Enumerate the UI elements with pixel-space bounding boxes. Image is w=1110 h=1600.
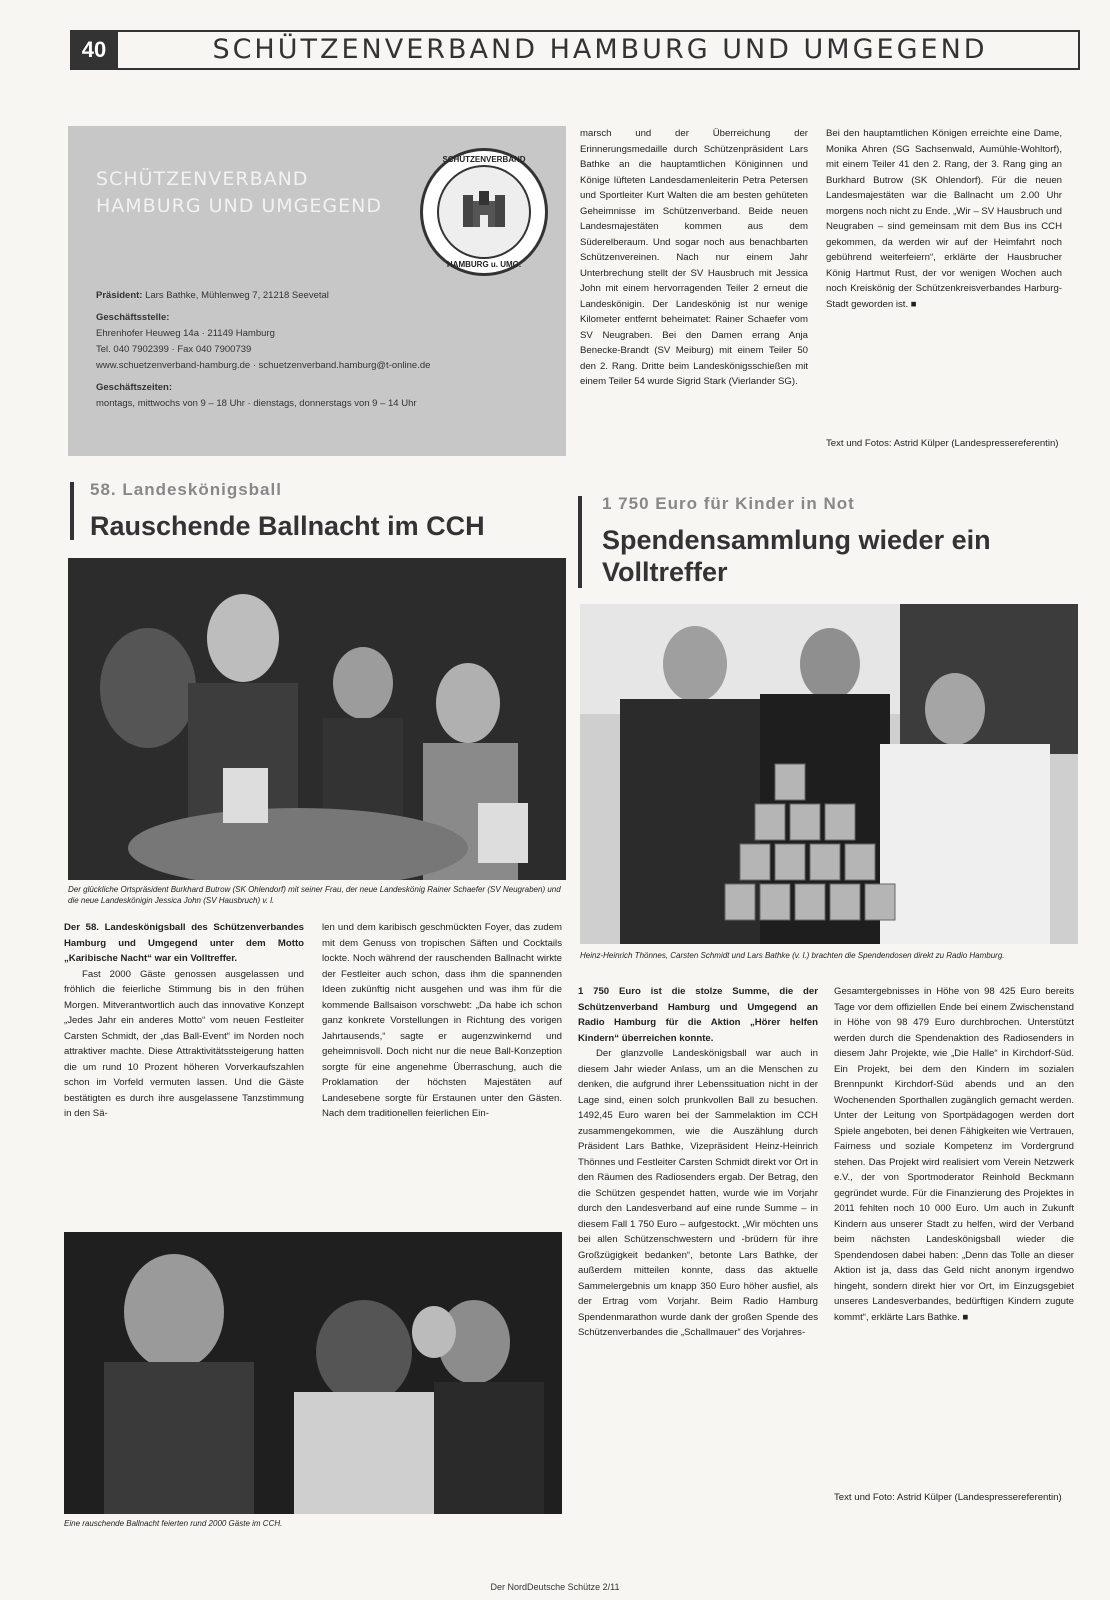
article2-credit: Text und Foto: Astrid Külper (Landespressereferentin) xyxy=(834,1492,1062,1503)
article2-col2: Gesamtergebnisses in Höhe von 98 425 Euro bereits Tage vor dem offiziellen Ende bei einem Zwischenstand in Höhe von 98 479 Euro durchbrochen. Unterstützt werden durch die Spendenaktion des Radiosenders in diesem Jahr Projekte, wie „Die Halle“ in Kirchdorf-Süd. Ein Projekt, bei dem den Kindern im sozialen Brennpunkt Kirchdorf-Süd abends und an den Wochenenden Sporthallen zugänglich gemacht werden. Unter der Leitung von Sportpädagogen werden dort Spiele angeboten, bei denen Fähigkeiten wie Vertrauen, Fairness und soziale Kompetenz im Vordergrund stehen. Das Projekt wird realisiert vom Verein Netzwerk e.V., der von Sportmoderator Reinhold Beckmann gegründet wurde. Für die Finanzierung des Projektes in 2011 fehlten noch 10 000 Euro. Um auch in Zukunft Kindern aus unserer Stadt zu helfen, wird der Verband beim nächsten Landeskönigsball wieder die Spendendosen dabei haben: „Denn das Tolle an dieser Aktion ist ja, dass das Geld nicht anonym irgendwo hingeht, sondern direkt hier vor Ort, im Einzugsgebiet unseres Landesverbandes, bedürftigen Kindern zugute kommt“, erklärte Lars Bathke. ■ xyxy=(834,986,1074,1323)
page-footer: Der NordDeutsche Schütze 2/11 xyxy=(490,1582,620,1592)
ballroom-photo-caption: Eine rauschende Ballnacht feierten rund 2000 Gäste im CCH. xyxy=(64,1519,283,1528)
seal-bottom-text: HAMBURG u. UMG. xyxy=(446,260,522,269)
article1-lead: Der 58. Landeskönigsball des Schützenverbandes Hamburg und Umgegend unter dem Motto „Karibische Nacht“ war ein Volltreffer. xyxy=(64,922,304,964)
article2-body1: Der glanzvolle Landeskönigsball war auch in diesem Jahr wieder Anlass, um an die Menschen zu denken, die aufgrund ihrer Lebenssituation nicht in der Lage sind, einen solch prunkvollen Ball zu besuchen. 1492,45 Euro waren bei der Sammelaktion im CCH zusammengekommen, wie die Auszählung durch Präsident Lars Bathke, Vizepräsident Heinz-Heinrich Thönnes und Festleiter Carsten Schmidt direkt vor Ort in den Räumen des Radiosenders ergab. Der Betrag, den die Schützen gespendet hatten, wurde wie im Vorjahr durch den Landesverband auf eine runde Summe – in diesem Fall 1 750 Euro – aufgestockt. „Wir möchten uns bei allen Schützenschwestern und -brüdern für ihre Großzügigkeit bedanken“, betonte Lars Bathke, der außerdem mitteilen konnte, dass das aktuelle Sammelergebnis um knapp 350 Euro höher ausfiel, als der Ertrag vom Vorjahr. Beim Radio Hamburg Spendenmarathon wurde dank der großen Spende des Schützenverbandes die „Schallmauer“ des Vorjahres- xyxy=(578,1048,818,1338)
donation-photo xyxy=(580,604,1078,944)
office-address: Ehrenhofer Heuweg 14a · 21149 Hamburg xyxy=(96,328,275,339)
section-bar xyxy=(578,496,582,588)
article1-col2: len und dem karibisch geschmückten Foyer, das zudem mit dem Genuss von tropischen Säften und Cocktails lockte. Noch während der rauschenden Ballnacht wirkte der Festleiter auch schon, dass ihm die spannenden Ideen zukünftig nicht ausgehen und was ihm für die kommende Ballsaison vorschwebt: „Da habe ich schon ganz konkrete Vorstellungen in Richtung des vorigen Jahrtausends,“ sagte er augenzwinkernd und geheimnisvoll. Doch nicht nur die neue Ball-Konzeption sorgte für eine angenehme Überraschung, auch die Proklamation der höchsten Majestäten auf Landesebene sorgte für Erstaunen unter den Gästen. Nach dem traditionellen feierlichen Ein- xyxy=(322,922,562,1119)
seal-emblem xyxy=(437,165,531,259)
ball-photo-illustration xyxy=(68,558,566,880)
association-contact xyxy=(96,288,546,412)
ball-photo-caption: Der glückliche Ortspräsident Burkhard Butrow (SK Ohlendorf) mit seiner Frau, der neue Landeskönig Rainer Schaefer (SV Neugraben) und die neue Landeskönigin Jessica John (SV Hausbruch) v. l. xyxy=(68,885,561,905)
association-name: SCHÜTZENVERBAND HAMBURG UND UMGEGEND xyxy=(96,168,382,217)
office-phone: Tel. 040 7902399 · Fax 040 7900739 xyxy=(96,344,252,355)
page-title: SCHÜTZENVERBAND HAMBURG UND UMGEGEND xyxy=(212,34,988,65)
castle-icon xyxy=(459,189,509,229)
article-continuation-col2: Bei den hauptamtlichen Königen erreichte eine Dame, Monika Ahren (SG Sachsenwald, Aumühle-Wohltorf), mit einem Teiler 41 den 2. Rang, der 3. Rang ging an Burkhard Butrow (SK Ohlendorf). Für die neuen Landesmajestäten war die Ballnacht um 2.00 Uhr morgens noch nicht zu Ende. „Wir – SV Hausbruch und Neugraben – sind gemeinsam mit dem Bus ins CCH gekommen, da werden wir auf der Heimfahrt noch gebührend weiterfeiern“, erklärte der Hausbrucher König Hartmut Rust, der vor wenigen Wochen auch noch Kreiskönig der Schützenkreisverbandes Harburg-Stadt geworden ist. ■ xyxy=(826,128,1062,310)
article-continuation-col1: marsch und der Überreichung der Erinnerungsmedaille durch Schützenpräsident Lars Bathke an die hauptamtlichen Königinnen und Könige lüfteten Landesdamenleiterin Petra Petersen und Sportleiter Kurt Walten die am besten gehüteten Geheimnisse im Schützenverband. Beide neuen Landesmajestäten kommen aus dem Süderelberaum. Und sogar noch aus benachbarten Schützenvereinen. Nach nur einem Jahr Unterbrechung stellt der SV Hausbruch mit Jessica John mit einem hervorragenden Teiler 2 erneut die Landeskönigin. Der Landeskönig ist nur wenige Kilometer entfernt beheimatet: Rainer Schaefer vom SV Neugraben. Bei den Damen errang Anja Benecke-Brandt (SV Meiburg) mit einem Teiler 50 den 2. Rang. Dritte beim Landeskönigsschießen mit einem Teiler 54 wurde Sigrid Stark (Vierlander SG). xyxy=(580,128,808,387)
article2-headline: Spendensammlung wieder ein Volltreffer xyxy=(602,525,991,587)
ballroom-photo xyxy=(64,1232,562,1514)
ballroom-photo-illustration xyxy=(64,1232,562,1514)
section-bar xyxy=(70,482,74,540)
seal-top-text: SCHÜTZENVERBAND xyxy=(442,155,526,164)
office-web[interactable]: www.schuetzenverband-hamburg.de · schuetzenverband.hamburg@t-online.de xyxy=(96,360,431,371)
article2-kicker: 1 750 Euro für Kinder in Not xyxy=(602,494,855,513)
article1-body1: Fast 2000 Gäste genossen ausgelassen und fröhlich die feierliche Stimmung bis in den frühen Morgen. Mitverantwortlich auch das innovative Konzept „Jedes Jahr ein anderes Motto“ vom neuen Festleiter Carsten Schmidt, der „das Ball-Event“ im Norden noch attraktiver machte. Diese Attraktivitätssteigerung hatten die um rund 10 Prozent höheren Vorverkaufszahlen schon im Vorfeld vermuten lassen. Und die Gäste bestätigten es durch ihre ausgelassene Tanzstimmung in den Sä- xyxy=(64,968,304,1119)
president-label: Präsident: xyxy=(96,290,143,301)
article1-headline: Rauschende Ballnacht im CCH xyxy=(90,511,485,541)
donation-photo-caption: Heinz-Heinrich Thönnes, Carsten Schmidt und Lars Bathke (v. l.) brachten die Spendendosen direkt zu Radio Hamburg. xyxy=(580,951,1005,960)
donation-photo-illustration xyxy=(580,604,1078,944)
page-number: 40 xyxy=(70,30,118,70)
article1-kicker: 58. Landeskönigsball xyxy=(90,480,282,499)
office-label: Geschäftsstelle: xyxy=(96,312,170,323)
hours-value: montags, mittwochs von 9 – 18 Uhr · dienstags, donnerstags von 9 – 14 Uhr xyxy=(96,398,417,409)
article2-lead: 1 750 Euro ist die stolze Summe, die der Schützenverband Hamburg und Umgegend an Radio Hamburg für die Aktion „Hörer helfen Kindern“ überreichen konnte. xyxy=(578,986,818,1044)
hours-label: Geschäftszeiten: xyxy=(96,382,173,393)
ball-photo xyxy=(68,558,566,880)
association-seal-logo xyxy=(420,148,548,276)
president-value: Lars Bathke, Mühlenweg 7, 21218 Seevetal xyxy=(145,290,329,301)
article1-col1 xyxy=(64,920,304,1122)
article-credit: Text und Fotos: Astrid Külper (Landespressereferentin) xyxy=(826,438,1059,449)
article2-col1 xyxy=(578,984,818,1341)
